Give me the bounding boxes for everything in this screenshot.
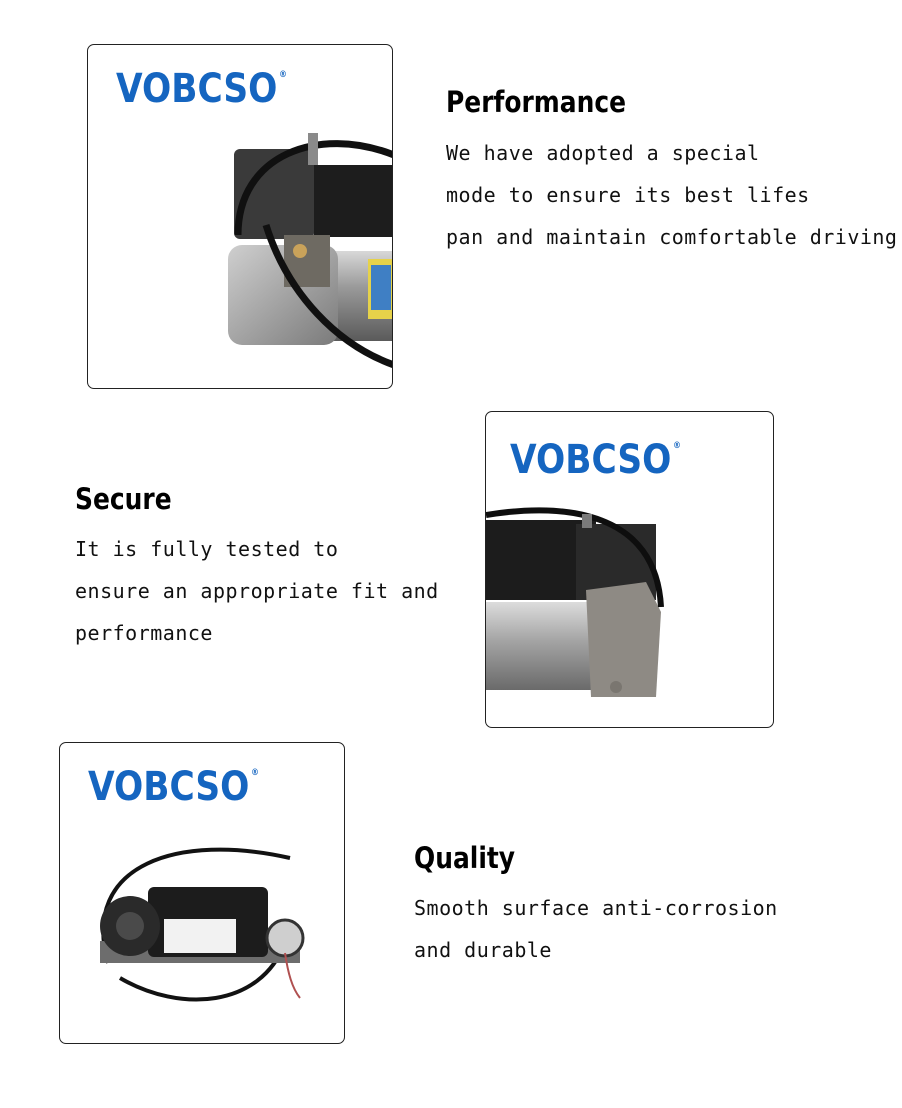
section-description-secure	[75, 528, 439, 654]
description-line: Smooth surface anti-corrosion	[414, 896, 778, 920]
air-compressor-side-image	[486, 412, 774, 728]
section-heading-secure: Secure	[75, 482, 172, 516]
section-heading-performance: Performance	[446, 85, 627, 119]
air-compressor-closeup-image	[88, 45, 393, 389]
section-heading-quality: Quality	[414, 841, 516, 875]
registered-mark: ®	[279, 70, 287, 80]
product-image-card-1	[87, 44, 393, 389]
section-description-quality	[414, 887, 778, 971]
description-line: It is fully tested to	[75, 537, 339, 561]
brand-name: VOBCSO	[510, 437, 672, 483]
registered-mark: ®	[251, 768, 259, 778]
description-line: performance	[75, 621, 213, 645]
section-description-performance	[446, 132, 897, 258]
product-image-card-2	[485, 411, 774, 728]
brand-name: VOBCSO	[88, 764, 250, 810]
description-line: and durable	[414, 938, 552, 962]
product-image-card-3	[59, 742, 345, 1044]
air-compressor-front-image	[60, 743, 345, 1044]
registered-mark: ®	[673, 441, 681, 451]
brand-name: VOBCSO	[116, 66, 278, 112]
description-line: pan and maintain comfortable driving	[446, 225, 898, 249]
description-line: mode to ensure its best lifes	[446, 183, 810, 207]
description-line: ensure an appropriate fit and	[75, 579, 439, 603]
description-line: We have adopted a special	[446, 141, 760, 165]
